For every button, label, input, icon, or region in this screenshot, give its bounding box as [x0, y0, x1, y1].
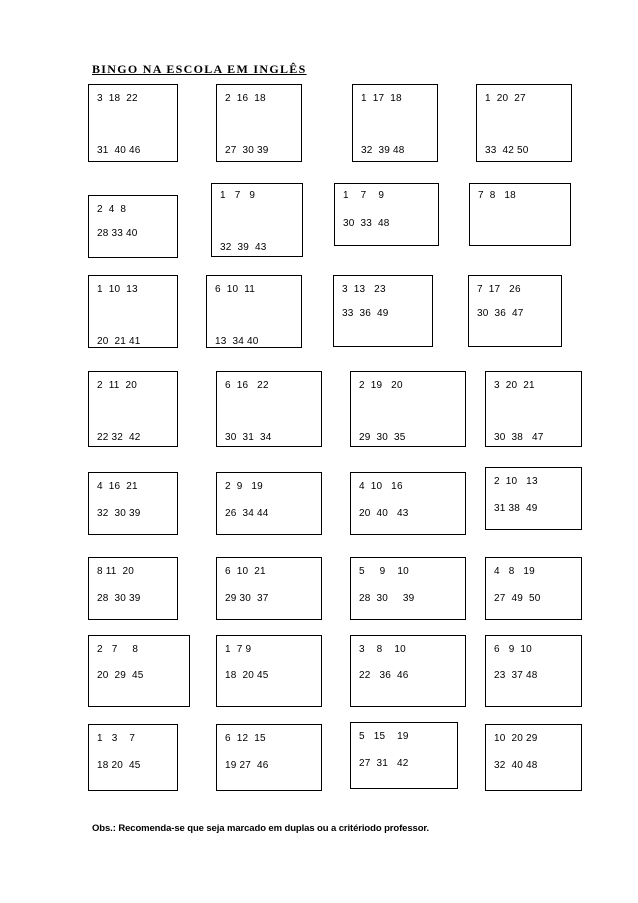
page-title: BINGO NA ESCOLA EM INGLÊS	[92, 62, 307, 76]
bingo-card	[350, 635, 466, 707]
card-numbers-row-1: 1 7 9	[343, 190, 385, 201]
bingo-card	[216, 371, 322, 447]
bingo-card	[206, 275, 302, 348]
card-numbers-row-2: 29 30 37	[225, 593, 269, 604]
card-numbers-row-2: 32 39 43	[220, 242, 267, 253]
card-numbers-row-2: 19 27 46	[225, 760, 269, 771]
card-numbers-row-2: 27 49 50	[494, 593, 541, 604]
bingo-card	[211, 183, 303, 257]
bingo-card	[88, 635, 190, 707]
card-numbers-row-1: 4 8 19	[494, 566, 535, 577]
card-numbers-row-1: 2 16 18	[225, 93, 266, 104]
bingo-card	[216, 635, 322, 707]
card-numbers-row-2: 22 36 46	[359, 670, 409, 681]
bingo-card	[88, 195, 178, 258]
card-numbers-row-2: 32 39 48	[361, 145, 405, 156]
card-numbers-row-1: 3 8 10	[359, 644, 406, 655]
bingo-card	[485, 371, 582, 447]
card-numbers-row-1: 1 7 9	[220, 190, 256, 201]
card-numbers-row-1: 6 10 21	[225, 566, 266, 577]
card-numbers-row-1: 3 13 23	[342, 284, 386, 295]
card-numbers-row-1: 6 12 15	[225, 733, 266, 744]
card-numbers-row-1: 2 11 20	[97, 380, 137, 391]
card-numbers-row-1: 5 15 19	[359, 731, 409, 742]
bingo-card	[88, 371, 178, 447]
bingo-card	[469, 183, 571, 246]
card-numbers-row-2: 28 33 40	[97, 228, 138, 239]
card-numbers-row-2: 27 31 42	[359, 758, 409, 769]
bingo-card	[334, 183, 439, 246]
card-numbers-row-1: 3 18 22	[97, 93, 138, 104]
card-numbers-row-2: 30 38 47	[494, 432, 544, 443]
card-numbers-row-2: 22 32 42	[97, 432, 141, 443]
card-numbers-row-2: 31 38 49	[494, 503, 538, 514]
bingo-card	[485, 635, 582, 707]
bingo-card	[485, 724, 582, 791]
card-numbers-row-2: 30 31 34	[225, 432, 272, 443]
card-numbers-row-2: 32 40 48	[494, 760, 538, 771]
card-numbers-row-1: 6 10 11	[215, 284, 255, 295]
bingo-card	[216, 557, 322, 620]
bingo-card	[485, 557, 582, 620]
bingo-card	[88, 275, 178, 348]
card-numbers-row-1: 1 3 7	[97, 733, 136, 744]
card-numbers-row-1: 2 9 19	[225, 481, 263, 492]
bingo-card	[468, 275, 562, 347]
card-numbers-row-2: 20 29 45	[97, 670, 144, 681]
card-numbers-row-2: 23 37 48	[494, 670, 538, 681]
bingo-card	[88, 84, 178, 162]
observation-note: Obs.: Recomenda-se que seja marcado em duplas ou a critériodo professor.	[92, 823, 430, 834]
bingo-card	[350, 557, 466, 620]
card-numbers-row-1: 7 17 26	[477, 284, 521, 295]
card-numbers-row-2: 27 30 39	[225, 145, 269, 156]
card-numbers-row-2: 30 36 47	[477, 308, 524, 319]
bingo-card	[216, 84, 302, 162]
card-numbers-row-2: 20 21 41	[97, 336, 141, 347]
card-numbers-row-1: 4 10 16	[359, 481, 403, 492]
card-numbers-row-1: 5 9 10	[359, 566, 409, 577]
bingo-card	[350, 722, 458, 789]
card-numbers-row-2: 33 42 50	[485, 145, 529, 156]
bingo-card	[352, 84, 438, 162]
card-numbers-row-2: 18 20 45	[225, 670, 269, 681]
card-numbers-row-2: 26 34 44	[225, 508, 269, 519]
card-numbers-row-1: 2 19 20	[359, 380, 403, 391]
card-numbers-row-1: 8 11 20	[97, 566, 135, 577]
bingo-card	[88, 472, 178, 535]
card-numbers-row-1: 1 20 27	[485, 93, 526, 104]
card-numbers-row-2: 28 30 39	[97, 593, 141, 604]
bingo-card	[88, 724, 178, 791]
card-numbers-row-1: 1 17 18	[361, 93, 402, 104]
card-numbers-row-1: 7 8 18	[478, 190, 516, 201]
bingo-card	[476, 84, 572, 162]
card-numbers-row-2: 28 30 39	[359, 593, 415, 604]
card-numbers-row-1: 2 4 8	[97, 204, 127, 215]
bingo-card	[88, 557, 178, 620]
bingo-card	[333, 275, 433, 347]
card-numbers-row-2: 30 33 48	[343, 218, 390, 229]
card-numbers-row-1: 6 16 22	[225, 380, 269, 391]
bingo-card	[350, 472, 466, 535]
card-numbers-row-2: 33 36 49	[342, 308, 389, 319]
card-numbers-row-2: 29 30 35	[359, 432, 406, 443]
card-numbers-row-2: 20 40 43	[359, 508, 409, 519]
card-numbers-row-1: 1 7 9	[225, 644, 252, 655]
card-numbers-row-2: 13 34 40	[215, 336, 259, 347]
card-numbers-row-1: 6 9 10	[494, 644, 532, 655]
bingo-card	[216, 724, 322, 791]
card-numbers-row-2: 18 20 45	[97, 760, 141, 771]
card-numbers-row-1: 2 7 8	[97, 644, 139, 655]
card-numbers-row-1: 4 16 21	[97, 481, 138, 492]
bingo-card	[485, 467, 582, 530]
card-numbers-row-1: 1 10 13	[97, 284, 138, 295]
card-numbers-row-2: 32 30 39	[97, 508, 141, 519]
bingo-card	[216, 472, 322, 535]
bingo-card	[350, 371, 466, 447]
card-numbers-row-2: 31 40 46	[97, 145, 141, 156]
card-numbers-row-1: 3 20 21	[494, 380, 535, 391]
card-numbers-row-1: 2 10 13	[494, 476, 538, 487]
card-numbers-row-1: 10 20 29	[494, 733, 538, 744]
